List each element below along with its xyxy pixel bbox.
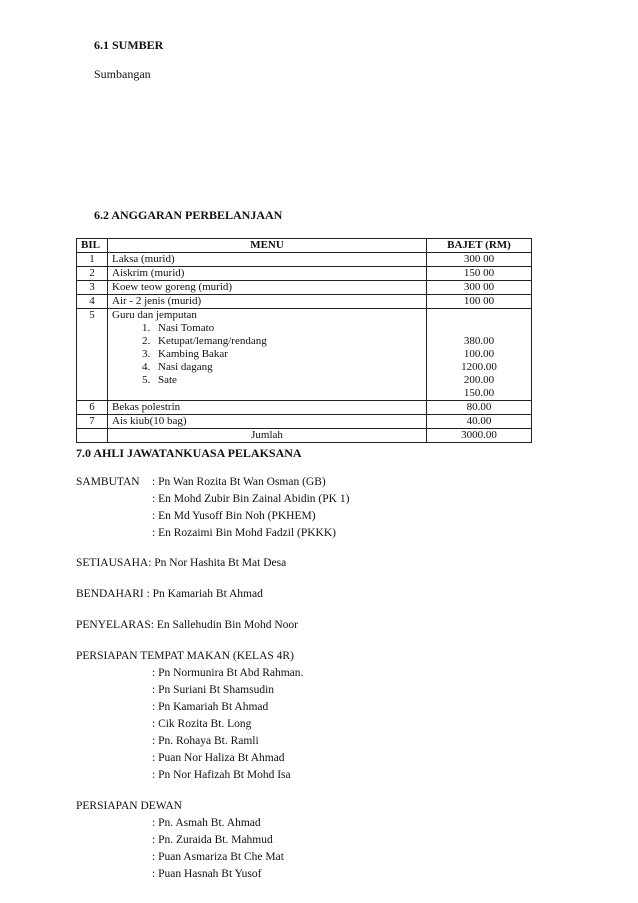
row-bajet: 40.00 — [427, 415, 532, 429]
sub-item-label: Nasi dagang — [158, 361, 213, 373]
row-bajet: 100 00 — [427, 295, 532, 309]
row-menu — [108, 309, 427, 401]
tempat-makan-label: PERSIAPAN TEMPAT MAKAN (KELAS 4R) — [76, 650, 294, 662]
section-6-2-title: 6.2 ANGGARAN PERBELANJAAN — [94, 208, 283, 222]
sub-item-label: Sate — [158, 374, 177, 386]
row-bil: 1 — [77, 253, 108, 267]
tempat-makan-member: : Pn. Rohaya Bt. Ramli — [152, 735, 259, 747]
sambutan-member: : En Md Yusoff Bin Noh (PKHEM) — [152, 510, 316, 522]
row-menu: Ais kiub(10 bag) — [108, 415, 427, 429]
row-bajet: 300 00 — [427, 253, 532, 267]
sub-item-bajet: 150.00 — [463, 387, 495, 399]
dewan-member: : Puan Hasnah Bt Yusof — [152, 868, 262, 880]
sub-item-label: Nasi Tomato — [158, 322, 215, 334]
header-bajet: BAJET (RM) — [427, 239, 532, 253]
bajet-blank-spacer — [431, 322, 527, 335]
table-row — [77, 415, 532, 429]
row-bil: 4 — [77, 295, 108, 309]
row-menu: Koew teow goreng (murid) — [108, 281, 427, 295]
total-row — [77, 429, 532, 443]
sub-item-number: 3. — [142, 348, 151, 360]
sub-item — [112, 361, 422, 374]
row-bil: 2 — [77, 267, 108, 281]
tempat-makan-member: : Cik Rozita Bt. Long — [152, 718, 252, 730]
sub-item-bajet: 1200.00 — [461, 361, 497, 373]
sub-item-bajet: 100.00 — [463, 348, 495, 360]
header-menu: MENU — [108, 239, 427, 253]
row-bil: 7 — [77, 415, 108, 429]
sub-item-bajet: 380.00 — [463, 335, 495, 347]
dewan-label: PERSIAPAN DEWAN — [76, 800, 182, 812]
sambutan-member: : En Mohd Zubir Bin Zainal Abidin (PK 1) — [152, 493, 350, 505]
section-6-1-label: Sumbangan — [94, 67, 151, 81]
sub-item — [112, 322, 422, 335]
dewan-member: : Puan Asmariza Bt Che Mat — [152, 851, 284, 863]
sambutan-member: : En Rozaimi Bin Mohd Fadzil (PKKK) — [152, 527, 336, 539]
row-bajet: 150 00 — [427, 267, 532, 281]
bendahari-line: BENDAHARI : Pn Kamariah Bt Ahmad — [76, 588, 263, 600]
tempat-makan-member: : Pn Nor Hafizah Bt Mohd Isa — [152, 769, 291, 781]
table-row — [77, 267, 532, 281]
row-menu: Bekas polestrin — [108, 401, 427, 415]
table-header-row — [77, 239, 532, 253]
section-7-0-title: 7.0 AHLI JAWATANKUASA PELAKSANA — [76, 446, 302, 460]
sambutan-label: SAMBUTAN — [76, 476, 140, 488]
tempat-makan-member: : Pn Normunira Bt Abd Rahman. — [152, 667, 304, 679]
sub-item-number: 5. — [142, 374, 151, 386]
row-bajet — [427, 309, 532, 401]
section-6-1-title: 6.1 SUMBER — [94, 38, 164, 52]
budget-table — [76, 238, 532, 443]
row-bil: 3 — [77, 281, 108, 295]
row-bajet: 80.00 — [427, 401, 532, 415]
tempat-makan-member: : Pn Suriani Bt Shamsudin — [152, 684, 275, 696]
tempat-makan-member: : Puan Nor Haliza Bt Ahmad — [152, 752, 285, 764]
row-bajet: 300 00 — [427, 281, 532, 295]
header-bil: BIL — [77, 239, 108, 253]
table-row — [77, 281, 532, 295]
penyelaras-line: PENYELARAS: En Sallehudin Bin Mohd Noor — [76, 619, 299, 631]
bajet-blank — [431, 309, 527, 322]
row-bil: 5 — [77, 309, 108, 401]
row-bil: 6 — [77, 401, 108, 415]
total-value: 3000.00 — [427, 429, 532, 443]
sub-item-label: Kambing Bakar — [158, 348, 228, 360]
total-label: Jumlah — [108, 429, 427, 443]
sub-item-number: 4. — [142, 361, 151, 373]
row-menu: Aiskrim (murid) — [108, 267, 427, 281]
row-menu: Laksa (murid) — [108, 253, 427, 267]
dewan-member: : Pn. Zuraida Bt. Mahmud — [152, 834, 273, 846]
sub-item-bajet: 200.00 — [463, 374, 495, 386]
dewan-member: : Pn. Asmah Bt. Ahmad — [152, 817, 261, 829]
sub-item — [112, 335, 422, 348]
tempat-makan-member: : Pn Kamariah Bt Ahmad — [152, 701, 269, 713]
table-row — [77, 253, 532, 267]
sub-item — [112, 374, 422, 387]
table-row — [77, 309, 532, 401]
sub-item-label: Ketupat/lemang/rendang — [158, 335, 267, 347]
row-menu: Air - 2 jenis (murid) — [108, 295, 427, 309]
setiausaha-line: SETIAUSAHA: Pn Nor Hashita Bt Mat Desa — [76, 557, 287, 569]
sub-item-number: 1. — [142, 322, 151, 334]
sub-item — [112, 348, 422, 361]
sambutan-member: : Pn Wan Rozita Bt Wan Osman (GB) — [152, 476, 326, 488]
total-spacer — [77, 429, 108, 443]
table-row — [77, 295, 532, 309]
sub-item-number: 2. — [142, 335, 151, 347]
table-row — [77, 401, 532, 415]
row-menu-label: Guru dan jemputan — [112, 309, 197, 321]
